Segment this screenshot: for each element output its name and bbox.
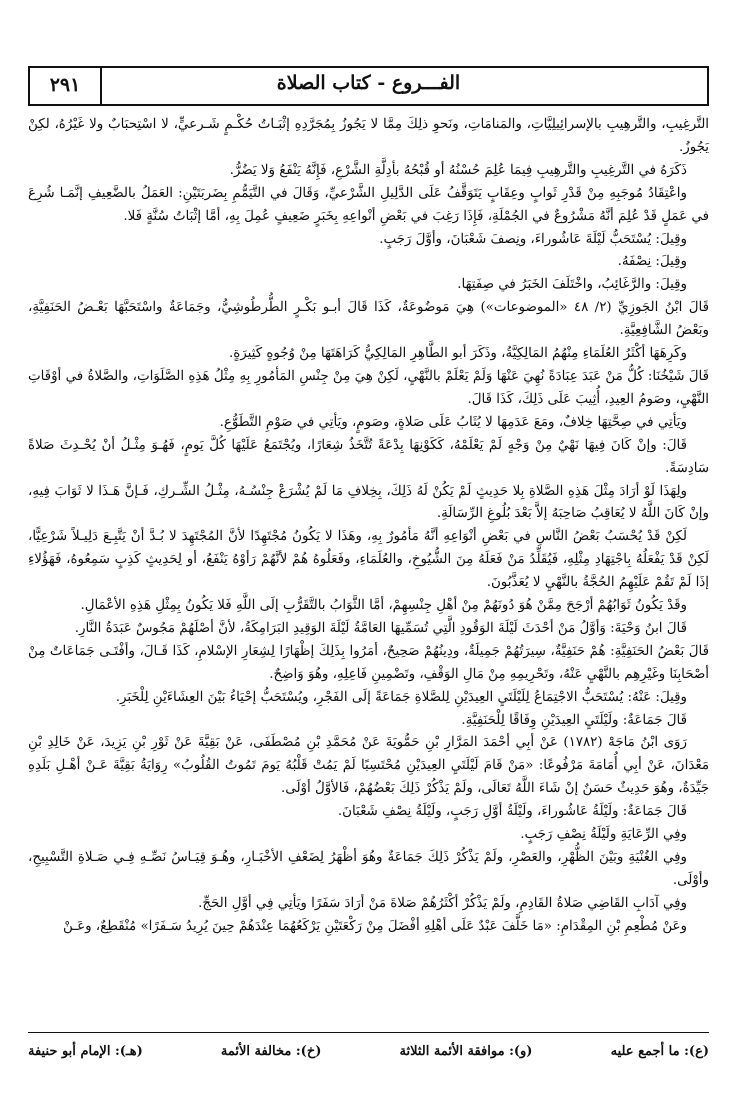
page-number: ٢٩١ xyxy=(30,68,102,104)
body-paragraph: وعَنْ مُطْعِمِ بْنِ المِقْدَامِ: «مَا خَلَّفَ عَبْدٌ عَلَى أهْلِهِ أفْضَلَ مِنْ رَكْعَتَيْنِ يَرْكَعُهُمَا عِنْدَهُمْ حِينَ يُرِيدُ سَـفَرًا» مُنْقَطِعٌ، وعَـنْ xyxy=(62,918,687,934)
body-paragraph: وكَرِهَهَا أكْثَرُ العُلَمَاءِ مِنْهُمُ المَالِكِيَّةُ، وذَكَرَ أبو الطَّاهِرِ المَالِكِيُّ كَرَاهَتَهَا مِنْ وُجُوهٍ كَثِيرَةٍ. xyxy=(228,346,687,362)
body-paragraph: قَالَ جَمَاعَةٌ: ولَيْلَتَيِ العِيدَيْنِ وِفَاقًا لِلْحَنَفِيَّةِ. xyxy=(461,712,687,728)
body-paragraph: وقَدْ يَكُونُ ثَوَابُهُمْ أرْجَحَ مِمَّنْ هُوَ دُونَهُمْ مِنْ أهْلِ جِنْسِهِمْ، أمَّا الثَّوَابُ بالتَّقَرُّبِ إلَى اللَّهِ فَلا يَكُونُ بِمِثْلِ هَذِهِ الأعْمَالِ. xyxy=(80,598,687,614)
legend-three-imams: (و): موافقة الأئمة الثلاثة xyxy=(399,1044,533,1059)
body-paragraph: وقِيلَ: والرَّغَائِبُ، واخْتَلَفَ الخَبَرُ في صِفَتِهَا. xyxy=(457,277,687,293)
body-paragraph: قَالَ: وإنْ كَانَ فِيهَا نَهْيٌ مِنْ وَجْهٍ لَمْ يَعْلَمْهُ، كَكَوْنِهَا بِدْعَةً تُتَّخَذُ شِعَارًا، ويُجْتَمَعُ عَلَيْهَا كُلَّ يَومٍ، فَهُـوَ مِثْـلُ أنْ يُحْـدِثَ صَلاةً سَادِسَةً. xyxy=(28,437,709,476)
body-paragraph: وفِي الرِّعَايَةِ ولَيْلَةُ نِصْفِ رَجَبٍ. xyxy=(520,827,687,843)
body-paragraph: رَوَى ابْنُ مَاجَهْ (١٧٨٢) عَنْ أبِي أحْمَدَ المَرَّارِ بْنِ حَمُّويَةَ عَنْ مُحَمَّدِ بْنِ مُصْطَفَى، عَنْ بَقِيَّةَ عَنْ ثَوْرِ بْنِ يَزِيدَ، عَنْ خَالِدِ بْنِ مَعْدَانَ، عَنْ أبِي أُمَامَةَ مَرْفُوعًا: «مَنْ قَامَ لَيْلَتَيِ العِيدَيْنِ مُحْتَسِبًا لَمْ يَمُتْ قَلْبُهُ يَومَ تَمُوتُ القُلُوبُ» رِوَايَةُ بَقِيَّةَ عَـنْ أهْـلِ بَلَدِهِ جَيِّدَةٌ، وهُوَ حَدِيثٌ حَسَنٌ إنْ شَاءَ اللَّهُ تَعَالَى، ولَمْ يَذْكُرْ ذَلِكَ بَعْضُهُمْ، فَالأوَّلُ أوْلَى. xyxy=(28,735,709,797)
body-paragraph: واعْتِقَادُ مُوجَبِهِ مِنْ قَدْرِ ثَوابٍ وعِقَابٍ يَتَوَقَّفُ عَلَى الدَّلِيلِ الشَّرْعيِّ، وَقَالَ في التَّيَمُّمِ بِضَربَتَيْنِ: العَمَلُ بالضَّعِيفِ إنَّمَـا شُرِعَ في عَمَلٍ قَدْ عُلِمَ أنَّهُ مَشْرُوعٌ في الجُمْلَةِ، فَإِذَا رَغِبَ في بَعْضِ أنْواعِهِ بِخَبَرٍ ضَعِيفٍ عُمِلَ بِهِ، أمَّا إثْبَاتُ سُنَّةٍ فَلا. xyxy=(28,185,709,224)
body-paragraph: قَالَ شَيْخُنَا: كُلُّ مَنْ عَبَدَ عِبَادَةً نُهِيَ عَنْهَا وَلَمْ يَعْلَمْ بالنَّهْيِ، لَكِنْ هِيَ مِنْ جِنْسِ المَأمُورِ بِهِ مِثْلُ هَذِهِ الصَّلَوَاتِ، والصَّلاةُ في أوْقَاتِ النَّهْيِ، وصَومُ العِيدِ، أُثِيبَ عَلَى ذَلِكَ، كَذَا قَالَ. xyxy=(28,368,709,407)
legend-agreed: (ع): ما أجمع عليه xyxy=(610,1044,709,1059)
body-paragraph: ويَأتِي في صِحَّتِهَا خِلافٌ، ومَعَ عَدَمِهَا لا يُثَابُ عَلَى صَلاةٍ، وصَومٍ، ويَأتِي في صَوْمِ التَّطَوُّعِ. xyxy=(219,414,687,430)
legend-abu-hanifa: (هـ): الإمام أبو حنيفة xyxy=(28,1044,143,1059)
page-footer-legend xyxy=(28,1044,709,1068)
body-paragraph: قَالَ جَمَاعَةٌ: ولَيْلَةُ عَاشُوراءَ، ولَيْلَةُ أوَّلِ رَجَبٍ، ولَيْلَةُ نِصْفِ شَعْبَانَ. xyxy=(337,804,687,820)
body-paragraph: وقِيلَ: نِصْفَهُ. xyxy=(617,254,687,270)
body-paragraph: قَالَ ابنُ وَحْيَةَ: وَأوَّلُ مَنْ أحْدَثَ لَيْلَةَ الوَقُودِ الَّتِي تُسَمِّيهَا العَامَّةُ لَيْلَةَ الوَقِيدِ البَرَامِكَةُ، لأنَّ أصْلَهُمْ مَجُوسٌ عَبَدَةُ النَّارِ. xyxy=(74,620,687,636)
body-paragraph: قَالَ بَعْضُ الحَنَفِيَّةِ: هُمْ حَنَفِيَّةٌ، سِيرَتُهُمْ جَمِيلَةٌ، ودِينُهُمْ صَحِيحٌ، أمَرُوا بِذَلِكَ إظْهَارًا لِشِعَارِ الإسْلامِ، كَذَا قَـالَ، وأفْتَـى جَمَاعَاتٌ مِنْ أصْحَابِنَا وغَيْرِهِم بالنَّهْيِ عَنْهُ، وتَحْرِيمِهِ مِنْ مَالِ الوَقْفِ، وتَضْمِينِ فَاعِلِهِ، وهُوَ وَاضِحٌ. xyxy=(28,643,709,682)
running-title: الفـــروع - كتاب الصلاة xyxy=(276,72,461,94)
body-paragraph: وقِيلَ: عَنْهُ: يُسْتَحَبُّ الاجْتِمَاعُ لِلَيْلَتَيِ العِيدَيْنِ لِلصَّلاةِ جَمَاعَةً إلَى الفَجْرِ، ويُسْتَحَبُّ إحْيَاءُ بَيْنَ العِشَاءَيْنِ لِلْخَبَرِ. xyxy=(115,689,687,705)
body-paragraph: ولِهَذَا لَوْ أرَادَ مِثْلَ هَذِهِ الصَّلاةِ بِلا حَدِيثٍ لَمْ يَكُنْ لَهُ ذَلِكَ، بِخِلافِ مَا لَمْ يُشْرَعْ جِنْسُـهُ، مِثْـلُ الشِّـركِ، فَـإنَّ هَـذَا لا ثَوَابَ فِيهِ، وإنْ كَانَ اللَّهُ لا يُعَاقِبُ صَاحِبَهُ إلاَّ بَعْدَ بُلُوغِ الرِّسَالَةِ. xyxy=(28,483,709,522)
page-body xyxy=(28,114,709,939)
body-paragraph: وفِي آدَابِ القَاضِي صَلاةُ القَادِمِ، ولَمْ يَذْكُرْ أكْثَرُهُمْ صَلاةَ مَنْ أرَادَ سَفَرًا ويَأتِي فِي أوَّلِ الحَجِّ. xyxy=(198,895,687,911)
body-paragraph: قَالَ ابْنُ الجَوزِيِّ (٢/ ٤٨ «الموضوعات») هِيَ مَوضُوعَةٌ، كَذَا قَالَ أبـو بَكْـرٍ الطُّرطُوشِيُّ، وجَمَاعَةٌ واسْتَحَبَّهَا بَعْـضُ الحَنَفِيَّةِ، وبَعْضُ الشَّافِعِيَّةِ. xyxy=(28,300,709,339)
footer-rule xyxy=(28,1032,709,1033)
legend-contrary: (خ): مخالفة الأئمة xyxy=(220,1044,322,1059)
body-paragraph: وقِيلَ: يُسْتَحَبُّ لَيْلَةَ عَاشُوراءَ، ونِصفَ شَعْبَانَ، وأوَّلَ رَجَبٍ. xyxy=(379,231,687,247)
body-paragraph: ذَكَرَهُ في التَّرغِيبِ والتَّرهِيبِ فِيمَا عُلِمَ حُسْنُهُ أو قُبْحُهُ بأدِلَّةِ الشَّرْعِ، فَإِنَّهُ يَنْفَعُ وَلا يَضُرُّ. xyxy=(229,162,687,178)
body-paragraph: وفِي الغُنْيَةِ وبَيْنَ الظُّهْرِ، والعَصْرِ، ولَمْ يَذْكُرْ ذَلِكَ جَمَاعَةٌ وهُوَ أظْهَرُ لِضَعْفِ الأخْبَـارِ، وهُـوَ قِيَـاسُ نَصِّـهِ فِـي صَـلاةِ التَّسْبِيحِ، وأوْلَى. xyxy=(28,850,709,888)
page-header xyxy=(28,66,709,106)
body-paragraph: لَكِنْ قَدْ يُحْسَبُ بَعْضُ النَّاسِ في بَعْضِ أنْوَاعِهِ أنَّهُ مَأمُورٌ بِهِ، وهَذَا لا يَكُونُ مُجْتَهِدًا لأنَّ المُجْتَهِدَ لا بُـدَّ أنْ يَتَّبِـعَ دَلِيـلاً شَرْعِيًّا، لَكِنْ قَدْ يَفْعَلُهُ بِاجْتِهَادِ مِثْلِهِ، فَيُقَلِّدُ مَنْ فَعَلَهُ مِنَ الشُّيُوخِ، والعُلَمَاءِ، وفَعَلُوهُ هُمْ لأنَّهُمْ رَأوْهُ يَنْفَعُ، أو لِحَدِيثٍ كَذِبٍ سَمِعُوهُ، فَهَؤُلاءِ إذَا لَمْ تَقُمْ عَلَيْهِمُ الحُجَّةُ بالنَّهْيِ لا يُعَذَّبُونَ. xyxy=(28,529,709,591)
body-paragraph: التَّرغِيبِ، والتَّرهِيبِ بالإسرائِيلِيَّاتِ، والمَنامَاتِ، ونَحوِ ذلِكَ مِمَّا لا يَجُوزُ بِمُجَرَّدِهِ إثْبَـاتُ حُكْـمٍ شَـرعيٍّ، لا اسْتِحبَابٌ ولا غَيْرُهُ، لكِنْ يَجُوزُ. xyxy=(28,117,709,155)
